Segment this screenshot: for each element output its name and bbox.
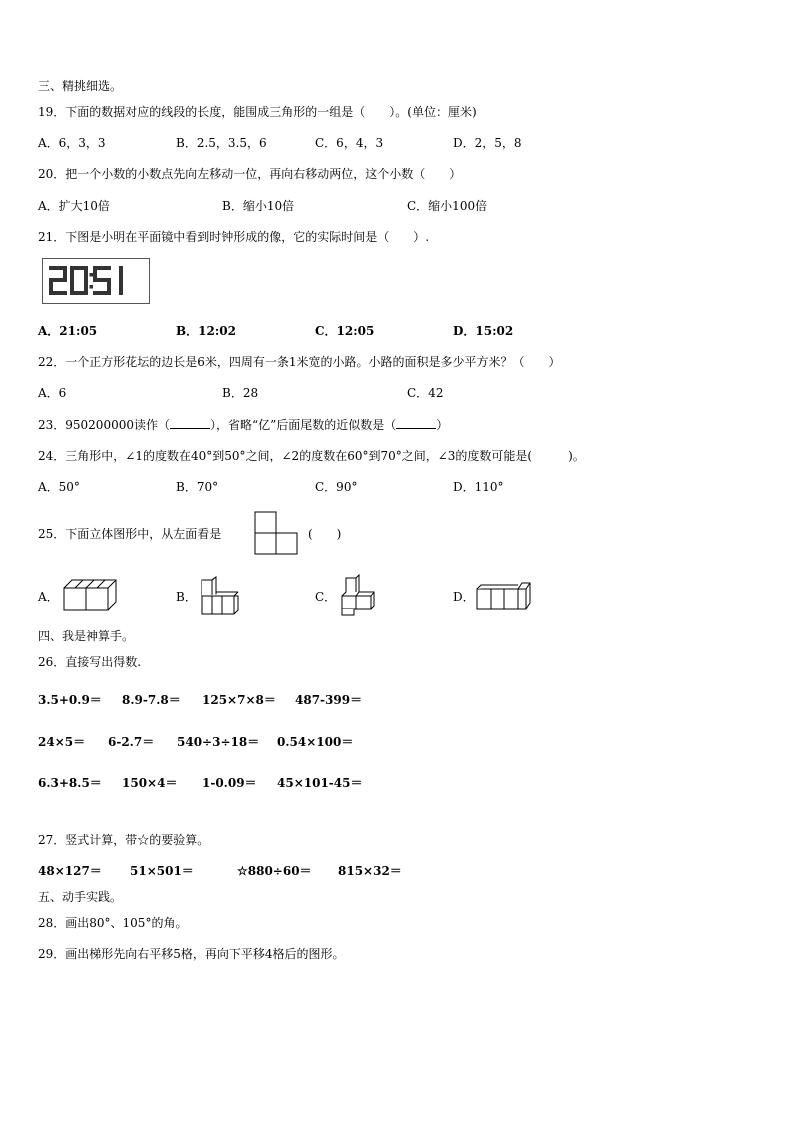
q19-stem: 19．下面的数据对应的线段的长度，能围成三角形的一组是（ ）。(单位：厘米) [38,105,477,119]
q25-option-c-label[interactable]: C． [315,590,337,604]
q20-stem: 20．把一个小数的小数点先向左移动一位，再向右移动两位，这个小数（ ） [38,167,462,181]
q26-r1-c1: 3.5+0.9＝ [38,693,102,707]
section-5-heading: 五、动手实践。 [38,890,123,904]
q26-r2-c2: 6-2.7＝ [108,735,155,749]
q27-stem: 27．竖式计算，带☆的要验算。 [38,833,210,847]
q22-option-b[interactable]: B．28 [222,386,259,400]
q24-option-a[interactable]: A．50° [38,480,80,494]
q26-r3-c1: 6.3+8.5＝ [38,776,102,790]
q26-r3-c2: 150×4＝ [122,776,178,790]
q20-option-c[interactable]: C．缩小100倍 [407,199,488,213]
q19-option-b[interactable]: B．2.5，3.5，6 [176,136,267,150]
q19-option-d[interactable]: D．2，5，8 [453,136,522,150]
section-3-heading: 三、精挑细选。 [38,79,123,93]
q21-option-d[interactable]: D．15:02 [453,324,514,338]
q26-r1-c2: 8.9-7.8＝ [122,693,181,707]
q25-option-b-label[interactable]: B． [176,590,197,604]
q25-option-a-label[interactable]: A． [38,590,59,604]
q23-stem-part3: ） [436,418,449,432]
q23-blank-approx[interactable] [396,416,436,429]
q26-r2-c3: 540÷3÷18＝ [177,735,260,749]
q26-r1-c3: 125×7×8＝ [202,693,276,707]
q26-r3-c4: 45×101-45＝ [277,776,363,790]
q21-option-b[interactable]: B．12:02 [176,324,236,338]
q19-option-a[interactable]: A．6，3，3 [38,136,106,150]
q25-option-d-label[interactable]: D． [453,590,475,604]
q27-item-4: 815×32＝ [338,864,402,878]
clock-digits-graphic [47,264,147,298]
q25-stem: 25．下面立体图形中，从左面看是 [38,527,222,541]
q25-answer-paren: ( ) [308,527,342,541]
q26-r1-c4: 487-399＝ [295,693,363,707]
q21-option-c[interactable]: C．12:05 [315,324,375,338]
q22-stem: 22．一个正方形花坛的边长是6米，四周有一条1米宽的小路。小路的面积是多少平方米？（ ） [38,355,561,369]
q26-stem: 26．直接写出得数. [38,655,142,669]
q25-option-a-cubes-figure[interactable] [62,576,120,614]
q19-option-c[interactable]: C．6，4，3 [315,136,384,150]
digital-clock-mirror-image [42,258,150,304]
q25-option-b-cubes-figure[interactable] [198,576,244,616]
q23-blank-reading[interactable] [170,416,210,429]
q24-option-d[interactable]: D．110° [453,480,504,494]
q26-r2-c4: 0.54×100＝ [277,735,354,749]
q22-option-c[interactable]: C．42 [407,386,444,400]
q21-stem: 21．下图是小明在平面镜中看到时钟形成的像，它的实际时间是（ ）. [38,230,430,244]
q27-item-2: 51×501＝ [130,864,194,878]
q20-option-b[interactable]: B．缩小10倍 [222,199,295,213]
q26-r2-c1: 24×5＝ [38,735,86,749]
q25-option-d-cubes-figure[interactable] [474,579,534,613]
q20-option-a[interactable]: A．扩大10倍 [38,199,110,213]
q25-option-c-cubes-figure[interactable] [338,574,380,616]
q23-stem-part1: 23．950200000读作（ [38,418,170,432]
q23-stem-part2: ），省略“亿”后面尾数的近似数是（ [209,418,397,432]
q23-line [38,416,448,433]
q24-option-c[interactable]: C．90° [315,480,358,494]
q29-stem: 29．画出梯形先向右平移5格，再向下平移4格后的图形。 [38,947,345,961]
q27-item-3: ☆880÷60＝ [237,864,312,878]
q21-option-a[interactable]: A．21:05 [38,324,98,338]
q27-item-1: 48×127＝ [38,864,102,878]
q22-option-a[interactable]: A．6 [38,386,67,400]
section-4-heading: 四、我是神算手。 [38,629,135,643]
q26-r3-c3: 1-0.09＝ [202,776,257,790]
left-view-shape-figure [254,511,300,555]
q24-option-b[interactable]: B．70° [176,480,219,494]
q24-stem: 24．三角形中，∠1的度数在40°到50°之间，∠2的度数在60°到70°之间，∠3的度数可能是( )。 [38,449,585,463]
q28-stem: 28．画出80°、105°的角。 [38,916,188,930]
